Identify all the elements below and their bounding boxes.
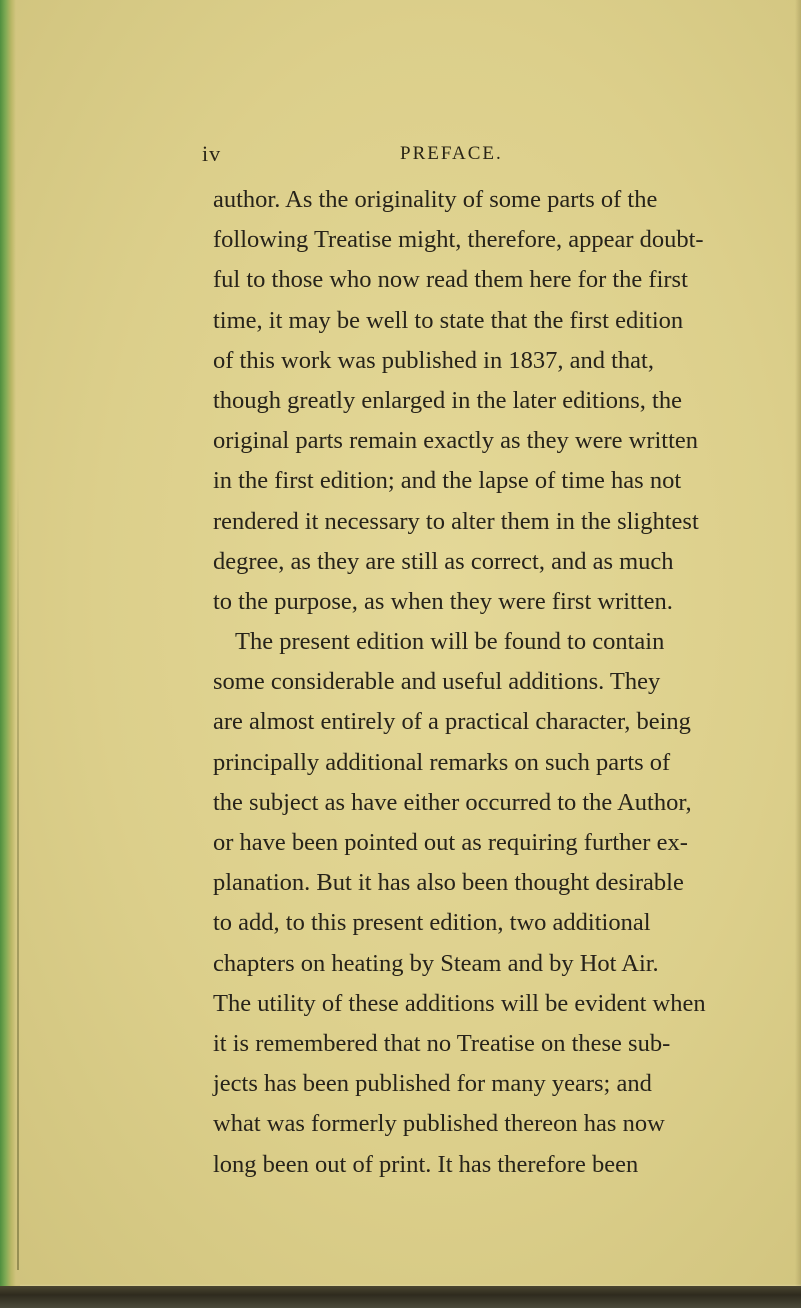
- text-line: the subject as have either occurred to the Author,: [213, 788, 692, 816]
- text-line: rendered it necessary to alter them in the slightest: [213, 507, 699, 535]
- text-line: jects has been published for many years; and: [213, 1070, 652, 1098]
- text-line: time, it may be well to state that the first edition: [213, 306, 684, 334]
- text-line: degree, as they are still as correct, and as much: [213, 547, 674, 575]
- page-bottom-edge: [0, 1286, 801, 1308]
- text-line: of this work was published in 1837, and that,: [213, 346, 654, 374]
- text-line: some considerable and useful additions. They: [213, 668, 661, 696]
- text-line: though greatly enlarged in the later editions, the: [213, 386, 682, 414]
- text-line: to the purpose, as when they were first written.: [213, 587, 673, 615]
- page-number: iv: [202, 141, 222, 166]
- text-line: ful to those who now read them here for the first: [213, 266, 688, 294]
- text-line: original parts remain exactly as they were written: [213, 427, 699, 455]
- text-line: principally additional remarks on such parts of: [213, 748, 671, 776]
- body-text: [213, 180, 706, 1185]
- text-line: what was formerly published thereon has now: [213, 1110, 665, 1138]
- running-head: PREFACE.: [400, 143, 503, 164]
- text-line: in the first edition; and the lapse of time has not: [213, 467, 682, 495]
- text-line: to add, to this present edition, two additional: [213, 909, 651, 937]
- page-binding-edge: [0, 0, 16, 1308]
- text-line: it is remembered that no Treatise on these sub-: [213, 1029, 671, 1057]
- text-line: long been out of print. It has therefore been: [213, 1150, 639, 1178]
- text-line: chapters on heating by Steam and by Hot Air.: [213, 949, 659, 977]
- text-line: planation. But it has also been thought desirable: [213, 869, 684, 897]
- paragraph-first-line: The present edition will be found to contain: [235, 628, 665, 656]
- text-line: following Treatise might, therefore, appear doubt-: [213, 226, 704, 254]
- page-fold-shadow: [17, 470, 19, 1270]
- text-line: are almost entirely of a practical character, being: [213, 708, 691, 736]
- page-header: [0, 141, 801, 167]
- page-right-edge: [795, 0, 801, 1308]
- text-line: or have been pointed out as requiring further ex-: [213, 829, 688, 856]
- text-line: author. As the originality of some parts of the: [213, 186, 658, 213]
- text-line: The utility of these additions will be evident when: [213, 989, 706, 1017]
